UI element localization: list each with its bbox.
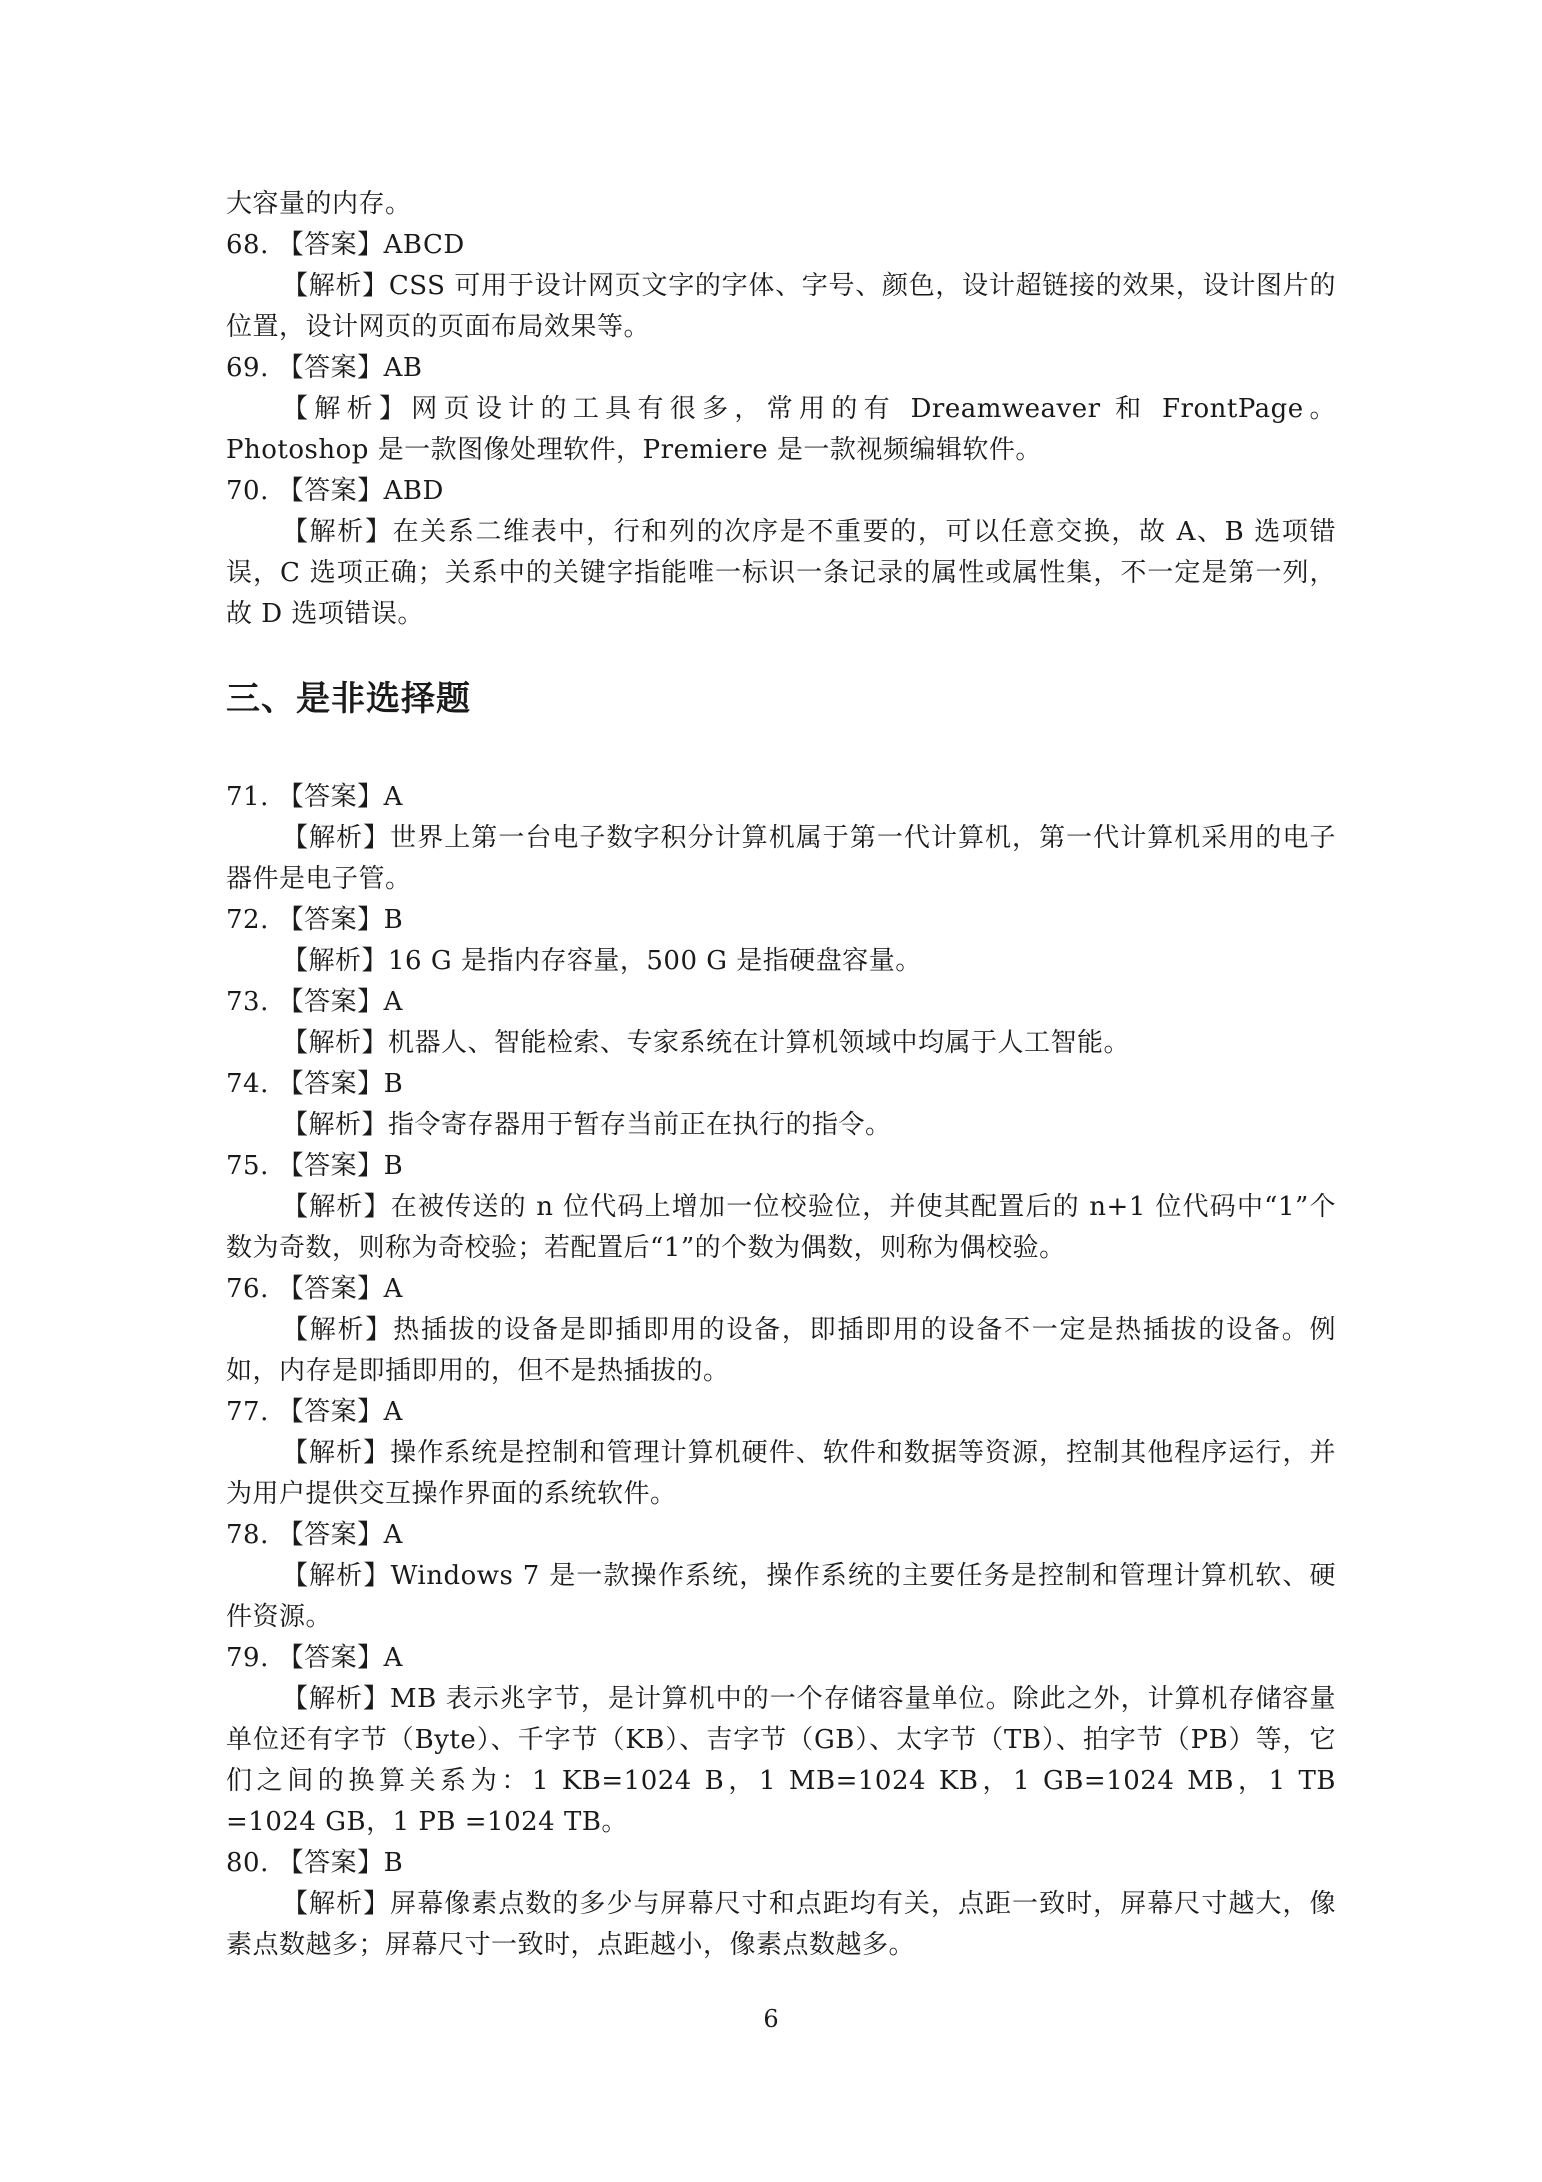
answer-item (226, 1064, 1336, 1146)
section-heading: 三、是非选择题 (226, 679, 471, 719)
explanation-text: 【解析】机器人、智能检索、专家系统在计算机领域中均属于人工智能。 (282, 1028, 1131, 1058)
answer-line: 76. 【答案】A (226, 1274, 403, 1304)
explanation-text: 【解析】MB 表示兆字节，是计算机中的一个存储容量单位。除此之外，计算机存储容量单位还有字节（Byte）、千字节（KB）、吉字节（GB）、太字节（TB）、拍字节（PB）等，它们之间的换算关系为：1 KB=1024 B，1 MB=1024 KB，1 GB=1024 MB，1 TB =1024 GB，1 PB =1024 TB。 (226, 1684, 1336, 1837)
answer-item (226, 1392, 1336, 1515)
answer-line: 71. 【答案】A (226, 782, 403, 812)
answer-item (226, 1146, 1336, 1269)
answer-line: 78. 【答案】A (226, 1520, 403, 1550)
explanation-text: 【解析】屏幕像素点数的多少与屏幕尺寸和点距均有关，点距一致时，屏幕尺寸越大，像素点数越多；屏幕尺寸一致时，点距越小，像素点数越多。 (226, 1889, 1336, 1960)
answer-item (226, 900, 1336, 982)
answer-line: 69. 【答案】AB (226, 353, 423, 383)
answer-item (226, 1269, 1336, 1392)
answer-item (226, 471, 1336, 635)
explanation-text: 【解析】在关系二维表中，行和列的次序是不重要的，可以任意交换，故 A、B 选项错误，C 选项正确；关系中的关键字指能唯一标识一条记录的属性或属性集，不一定是第一列，故 D 选项错误。 (226, 517, 1336, 629)
answer-line: 70. 【答案】ABD (226, 476, 444, 506)
explanation-text: 【解析】网页设计的工具有很多，常用的有 Dreamweaver 和 FrontPage。Photoshop 是一款图像处理软件，Premiere 是一款视频编辑软件。 (226, 394, 1336, 465)
answer-line: 72. 【答案】B (226, 905, 404, 935)
page-content (226, 184, 1336, 1966)
answer-line: 68. 【答案】ABCD (226, 230, 465, 260)
explanation-text: 【解析】指令寄存器用于暂存当前正在执行的指令。 (282, 1110, 892, 1140)
answer-line: 77. 【答案】A (226, 1397, 403, 1427)
explanation-text: 【解析】操作系统是控制和管理计算机硬件、软件和数据等资源，控制其他程序运行，并为用户提供交互操作界面的系统软件。 (226, 1438, 1336, 1509)
explanation-text: 【解析】16 G 是指内存容量，500 G 是指硬盘容量。 (282, 946, 922, 976)
answer-item (226, 777, 1336, 900)
continuation-text: 大容量的内存。 (226, 189, 412, 219)
explanation-text: 【解析】CSS 可用于设计网页文字的字体、字号、颜色，设计超链接的效果，设计图片的位置，设计网页的页面布局效果等。 (226, 271, 1336, 342)
answer-item (226, 1638, 1336, 1843)
answer-item (226, 1515, 1336, 1638)
answer-line: 73. 【答案】A (226, 987, 403, 1017)
answer-line: 74. 【答案】B (226, 1069, 404, 1099)
answer-item (226, 1843, 1336, 1966)
explanation-text: 【解析】在被传送的 n 位代码上增加一位校验位，并使其配置后的 n+1 位代码中“1”个数为奇数，则称为奇校验；若配置后“1”的个数为偶数，则称为偶校验。 (226, 1192, 1336, 1263)
explanation-text: 【解析】世界上第一台电子数字积分计算机属于第一代计算机，第一代计算机采用的电子器件是电子管。 (226, 823, 1336, 894)
answer-item (226, 225, 1336, 348)
answer-item (226, 348, 1336, 471)
answer-item (226, 982, 1336, 1064)
page-number: 6 (763, 2005, 779, 2033)
answer-line: 75. 【答案】B (226, 1151, 404, 1181)
answer-line: 79. 【答案】A (226, 1643, 403, 1673)
explanation-text: 【解析】热插拔的设备是即插即用的设备，即插即用的设备不一定是热插拔的设备。例如，内存是即插即用的，但不是热插拔的。 (226, 1315, 1336, 1386)
answer-line: 80. 【答案】B (226, 1848, 404, 1878)
explanation-text: 【解析】Windows 7 是一款操作系统，操作系统的主要任务是控制和管理计算机软、硬件资源。 (226, 1561, 1336, 1632)
